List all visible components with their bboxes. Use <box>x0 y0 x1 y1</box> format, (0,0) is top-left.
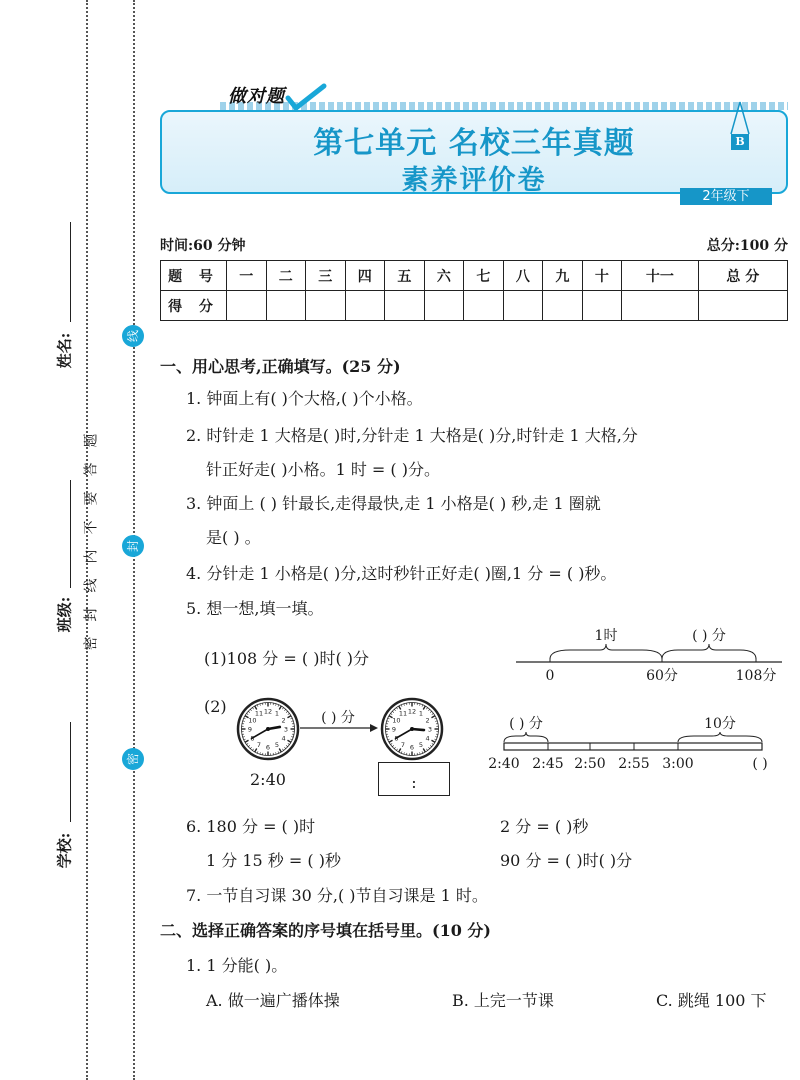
name-label: 姓名: <box>55 332 74 369</box>
clock-number: 12 <box>407 707 417 716</box>
option-a[interactable]: A. 做一遍广播体操 <box>206 991 340 1010</box>
clock-icon <box>236 697 300 761</box>
table-row <box>161 291 788 321</box>
question-1-5-1: (1)108 分 = ( )时( )分 <box>204 649 370 668</box>
seal-char: 内 <box>83 549 100 564</box>
seal-char: 密 <box>83 636 100 651</box>
question-1-2-line-1: 2. 时针走 1 大格是( )时,分针走 1 大格是( )分,时针走 1 大格,分 <box>186 426 638 445</box>
class-label: 班级: <box>55 596 74 633</box>
question-1-3-line-1: 3. 钟面上 ( ) 针最长,走得最快,走 1 小格是( ) 秒,走 1 圈就 <box>186 494 601 513</box>
tick-label: 2:45 <box>532 756 564 772</box>
clock-number: 10 <box>392 716 401 725</box>
table-cell: 六 <box>424 261 464 291</box>
clock-number: 2 <box>281 716 286 725</box>
tick-label: 60分 <box>646 668 678 684</box>
tick-label: 2:55 <box>618 756 650 772</box>
brace-label-left: 1时 <box>594 628 618 644</box>
score-cell[interactable] <box>385 291 425 321</box>
clock-number: 5 <box>418 740 424 749</box>
score-cell[interactable] <box>227 291 267 321</box>
clock-number: 6 <box>409 743 415 752</box>
answer-colon: : <box>411 773 417 792</box>
question-1-2-line-2: 针正好走( )小格。1 时 = ( )分。 <box>206 460 440 479</box>
score-table <box>160 260 788 321</box>
score-cell[interactable] <box>424 291 464 321</box>
clock-number: 7 <box>256 740 262 749</box>
clock-number: 9 <box>391 725 397 734</box>
version-badge: B <box>731 134 749 150</box>
seal-char: 封 <box>83 607 100 622</box>
clock-number: 6 <box>265 743 271 752</box>
table-cell: 总 分 <box>698 261 787 291</box>
score-cell[interactable] <box>464 291 504 321</box>
question-1-1: 1. 钟面上有( )个大格,( )个小格。 <box>186 389 423 408</box>
score-cell[interactable] <box>503 291 543 321</box>
question-1-6-a: 6. 180 分 = ( )时 <box>186 817 316 836</box>
table-cell: 九 <box>543 261 583 291</box>
table-cell: 得 分 <box>161 291 227 321</box>
question-1-4: 4. 分针走 1 小格是( )分,这时秒针正好走( )圈,1 分 = ( )秒。 <box>186 564 617 583</box>
table-cell: 一 <box>227 261 267 291</box>
badge-seal: 封 <box>122 535 144 557</box>
brace-1-hour <box>550 644 662 659</box>
clock-center <box>410 727 414 731</box>
question-1-6-b: 2 分 = ( )秒 <box>500 817 589 836</box>
title-line-2: 素养评价卷 <box>401 165 547 196</box>
brace-remaining <box>662 644 756 659</box>
badge-line: 线 <box>122 325 144 347</box>
clock-number: 2 <box>425 716 430 725</box>
seal-char: 要 <box>83 491 100 506</box>
score-cell[interactable] <box>266 291 306 321</box>
tag-wrap <box>228 82 285 108</box>
class-write-line[interactable] <box>70 480 71 588</box>
tick-label: 3:00 <box>662 756 694 772</box>
start-time: 2:40 <box>250 770 286 789</box>
question-1-5-2-label: (2) <box>204 697 227 716</box>
brace-label-left: ( ) 分 <box>509 716 543 732</box>
table-cell: 三 <box>306 261 346 291</box>
score-cell[interactable] <box>698 291 787 321</box>
name-write-line[interactable] <box>70 222 71 322</box>
clock-number: 5 <box>274 740 280 749</box>
clock-number: 11 <box>254 709 264 718</box>
clock-number: 1 <box>274 709 280 718</box>
score-cell[interactable] <box>306 291 346 321</box>
question-2-1: 1. 1 分能( )。 <box>186 956 288 975</box>
title-line-1: 第七单元 名校三年真题 <box>313 126 635 161</box>
question-1-3-line-2: 是( ) 。 <box>206 528 261 547</box>
question-1-7: 7. 一节自习课 30 分,( )节自习课是 1 时。 <box>186 886 488 905</box>
score-cell[interactable] <box>622 291 698 321</box>
table-cell: 二 <box>266 261 306 291</box>
exam-time: 时间:60 分钟 <box>160 238 246 254</box>
score-cell[interactable] <box>543 291 583 321</box>
table-row <box>161 261 788 291</box>
question-1-6-c: 1 分 15 秒 = ( )秒 <box>206 851 341 870</box>
time-bar-rect <box>504 743 762 750</box>
option-c[interactable]: C. 跳绳 100 下 <box>656 991 767 1010</box>
score-cell[interactable] <box>582 291 622 321</box>
table-cell: 七 <box>464 261 504 291</box>
section-2-heading: 二、选择正确答案的序号填在括号里。(10 分) <box>160 921 491 940</box>
check-mark-icon <box>286 84 326 112</box>
brace-label-right: ( ) 分 <box>692 628 726 644</box>
tick-label: 2:40 <box>488 756 520 772</box>
table-cell: 五 <box>385 261 425 291</box>
brace-first-interval <box>504 732 548 742</box>
end-blank: ( ) <box>752 756 768 772</box>
clock-number: 4 <box>425 734 430 743</box>
end-time-answer-box[interactable] <box>378 762 450 796</box>
seal-char: 线 <box>83 578 100 593</box>
school-write-line[interactable] <box>70 722 71 822</box>
tick-label: 2:50 <box>574 756 606 772</box>
clock-number: 11 <box>398 709 408 718</box>
brace-label-right: 10分 <box>704 716 736 732</box>
question-1-5: 5. 想一想,填一填。 <box>186 599 324 618</box>
table-cell: 十 <box>582 261 622 291</box>
seal-notice <box>80 426 104 658</box>
school-label: 学校: <box>55 832 74 869</box>
clock-icon <box>380 697 444 761</box>
brace-last-interval <box>678 732 762 742</box>
clock-number: 7 <box>400 740 406 749</box>
seal-char: 不 <box>83 520 100 535</box>
clock-number: 1 <box>418 709 424 718</box>
hanging-tag-icon <box>728 102 752 136</box>
tick-label: 0 <box>545 668 555 684</box>
exam-header <box>160 82 788 204</box>
clock-number: 12 <box>263 707 273 716</box>
option-b[interactable]: B. 上完一节课 <box>452 991 554 1010</box>
clock-number: 9 <box>247 725 253 734</box>
arrow-label: ( ) 分 <box>321 710 355 726</box>
binding-margin <box>0 0 160 1080</box>
tick-label: 108分 <box>735 668 777 684</box>
number-line-hours <box>510 626 790 686</box>
table-cell: 题 号 <box>161 261 227 291</box>
time-bar <box>486 716 786 778</box>
grade-badge: 2年级下 <box>680 188 772 205</box>
table-cell: 四 <box>345 261 385 291</box>
clock-number: 10 <box>248 716 257 725</box>
clock-number: 3 <box>427 725 433 734</box>
clock-center <box>266 727 270 731</box>
table-cell: 八 <box>503 261 543 291</box>
exam-total-score: 总分:100 分 <box>706 238 788 254</box>
seal-char: 题 <box>83 433 100 448</box>
clock-number: 3 <box>283 725 289 734</box>
elapsed-arrow <box>300 704 378 744</box>
series-tag: 做对题 <box>228 86 285 107</box>
question-1-6-d: 90 分 = ( )时( )分 <box>500 851 633 870</box>
seal-char: 答 <box>83 462 100 477</box>
table-cell: 十一 <box>622 261 698 291</box>
clock-number: 4 <box>281 734 286 743</box>
badge-secret: 密 <box>122 748 144 770</box>
section-1-heading: 一、用心思考,正确填写。(25 分) <box>160 357 401 376</box>
score-cell[interactable] <box>345 291 385 321</box>
arrow-head-icon <box>370 724 378 732</box>
